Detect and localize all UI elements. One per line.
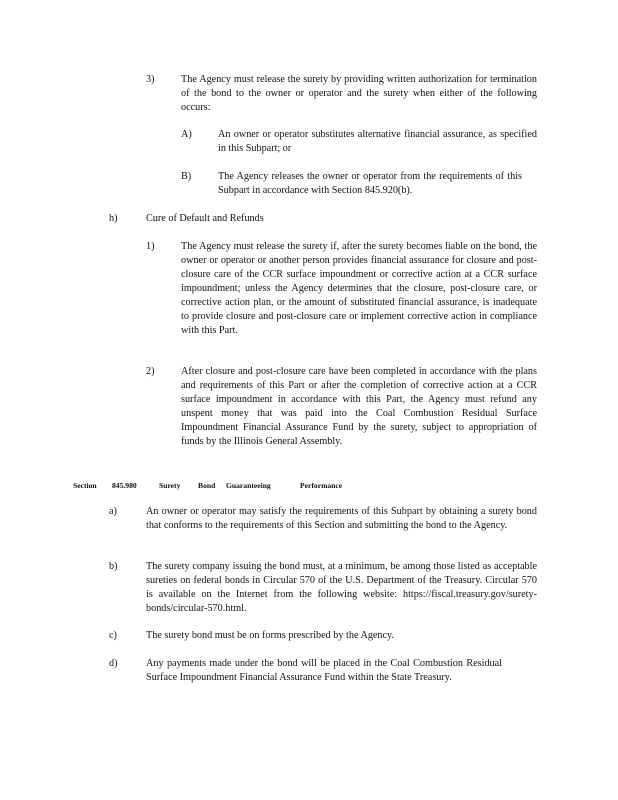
section-title-word-1: Surety	[159, 481, 181, 490]
item-h1-paragraph	[181, 240, 537, 338]
section-b-label: b)	[109, 561, 118, 572]
section-a-paragraph	[146, 505, 537, 533]
item-3a-label: A)	[181, 129, 192, 140]
item-3-text: The Agency must release the surety by providing written authorization for termination of the bond to the owner or operator and the surety when either of the following occurs:	[181, 74, 537, 113]
item-h2-label: 2)	[146, 366, 155, 377]
section-title-word-2: Bond	[198, 481, 216, 490]
item-3b-paragraph	[218, 170, 522, 198]
section-d-label: d)	[109, 658, 118, 669]
item-h1-label: 1)	[146, 241, 155, 252]
section-title-word-4: Performance	[300, 481, 343, 490]
section-b-paragraph	[146, 560, 537, 616]
item-3-label: 3)	[146, 74, 155, 85]
item-h1-text: The Agency must release the surety if, after the surety becomes liable on the bond, the owner or operator or another person provides financial assurance for closure and post-closure care of the CCR surface impoundment or corrective action at a CCR surface impoundment; unless the Agency determines that the closure, post-closure care, or corrective action plan, or the amount of substituted financial assurance, is inadequate to provide closure and post-closure care or implement corrective action in compliance with this Part.	[181, 241, 537, 336]
section-a-text: An owner or operator may satisfy the requirements of this Subpart by obtaining a surety bond that conforms to the requirements of this Section and submitting the bond to the Agency.	[146, 506, 537, 531]
subsection-h-label: h)	[109, 213, 118, 224]
item-h2-paragraph	[181, 365, 537, 449]
section-c-text: The surety bond must be on forms prescribed by the Agency.	[146, 630, 395, 641]
item-3a-paragraph	[218, 128, 537, 156]
item-3a-text: An owner or operator substitutes alternative financial assurance, as specified in this Subpart; or	[218, 129, 537, 154]
section-d-paragraph	[146, 657, 502, 685]
section-c-label: c)	[109, 630, 117, 641]
section-label: Section	[73, 481, 97, 490]
item-3-paragraph	[181, 73, 537, 115]
section-d-text: Any payments made under the bond will be placed in the Coal Combustion Residual Surface Impoundment Financial Assurance Fund within the State Treasury.	[146, 658, 502, 683]
item-h2-text: After closure and post-closure care have been completed in accordance with the plans and requirements of this Part or after the completion of corrective action at a CCR surface impoundment in accordance with this Part, the Agency must refund any unspent money that was paid into the Coal Combustion Residual Surface Impoundment Financial Assurance Fund by the surety, subject to appropriation of funds by the Illinois General Assembly.	[181, 366, 537, 447]
section-c-paragraph	[146, 629, 537, 643]
section-heading	[73, 479, 373, 491]
section-b-text: The surety company issuing the bond must, at a minimum, be among those listed as acceptable sureties on federal bonds in Circular 570 of the U.S. Department of the Treasury. Circular 570 is available on the Internet from the following website: https://fiscal.treasury.gov/surety-bonds/circular-570.html.	[146, 561, 537, 614]
item-3b-text: The Agency releases the owner or operator from the requirements of this Subpart in accordance with Section 845.920(b).	[218, 171, 522, 196]
section-number: 845.980	[112, 481, 137, 490]
section-a-label: a)	[109, 506, 117, 517]
item-3b-label: B)	[181, 171, 192, 182]
subsection-h-title: Cure of Default and Refunds	[146, 213, 264, 224]
section-title-word-3: Guaranteeing	[226, 481, 271, 490]
